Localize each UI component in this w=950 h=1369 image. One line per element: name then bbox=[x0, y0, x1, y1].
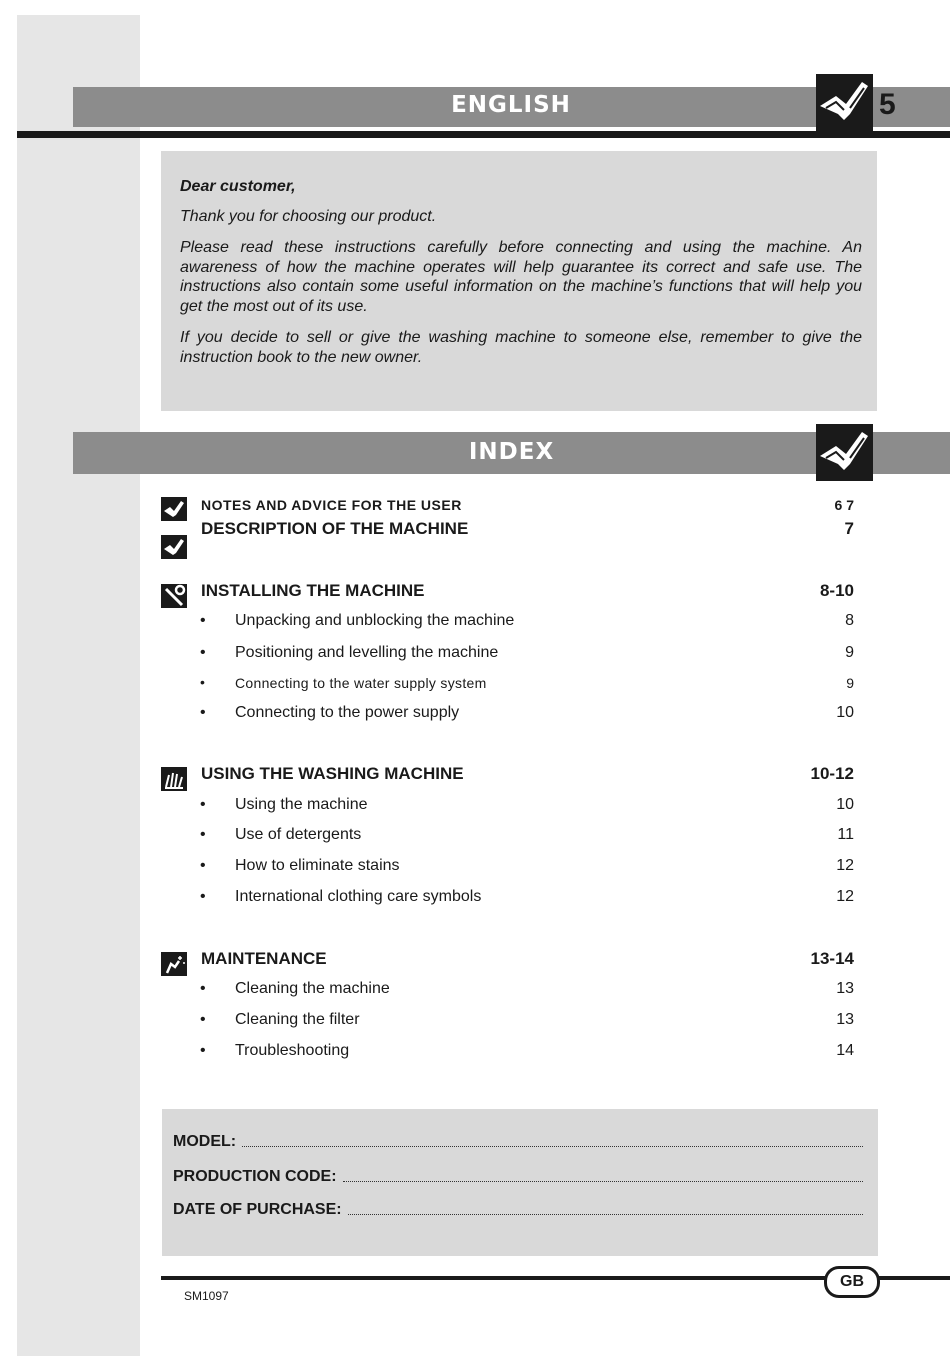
country-badge: GB bbox=[824, 1266, 880, 1298]
using-item-detergents-page: 11 bbox=[837, 826, 854, 843]
intro-thanks: Thank you for choosing our product. bbox=[180, 208, 437, 225]
using-section-pages: 10-12 bbox=[810, 764, 854, 783]
using-item-symbols-page: 12 bbox=[836, 888, 854, 905]
date-of-purchase-field[interactable] bbox=[173, 1201, 863, 1219]
list-bullet: • bbox=[200, 674, 205, 690]
using-section-icon bbox=[161, 767, 187, 791]
intro-box bbox=[161, 151, 877, 411]
installing-item-water[interactable]: Connecting to the water supply system bbox=[235, 675, 487, 691]
installing-section-pages: 8-10 bbox=[819, 581, 854, 600]
installing-item-unpacking[interactable]: Unpacking and unblocking the machine bbox=[235, 612, 515, 629]
production-code-label: PRODUCTION CODE: bbox=[173, 1168, 337, 1185]
production-code-field[interactable] bbox=[173, 1168, 863, 1186]
description-section-title[interactable]: DESCRIPTION OF THE MACHINE bbox=[201, 519, 469, 538]
installing-item-water-page: 9 bbox=[846, 675, 854, 691]
open-book-icon bbox=[816, 74, 873, 132]
maintenance-section-pages: 13-14 bbox=[810, 949, 854, 968]
model-line[interactable] bbox=[242, 1145, 863, 1147]
page-number: 5 bbox=[879, 88, 896, 121]
maintenance-item-troubleshooting[interactable]: Troubleshooting bbox=[235, 1042, 350, 1059]
maintenance-item-cleaning-machine-page: 13 bbox=[836, 980, 854, 997]
open-book-icon bbox=[816, 424, 873, 481]
wrench-icon bbox=[161, 584, 187, 608]
maintenance-item-cleaning-filter[interactable]: Cleaning the filter bbox=[235, 1011, 360, 1028]
notes-section-icon bbox=[161, 497, 187, 521]
list-bullet: • bbox=[200, 796, 206, 813]
list-bullet: • bbox=[200, 1042, 206, 1059]
maintenance-section-icon bbox=[161, 952, 187, 976]
installing-section-icon bbox=[161, 584, 187, 608]
header-rule bbox=[17, 131, 950, 138]
installing-section-title[interactable]: INSTALLING THE MACHINE bbox=[201, 581, 425, 600]
open-book-icon bbox=[161, 497, 187, 521]
list-bullet: • bbox=[200, 857, 206, 874]
using-item-stains-page: 12 bbox=[836, 857, 854, 874]
list-bullet: • bbox=[200, 612, 206, 629]
using-item-machine-page: 10 bbox=[836, 796, 854, 813]
product-info-box bbox=[162, 1109, 878, 1256]
installing-item-unpacking-page: 8 bbox=[845, 612, 854, 629]
using-item-machine[interactable]: Using the machine bbox=[235, 796, 368, 813]
notes-section-title[interactable]: NOTES AND ADVICE FOR THE USER bbox=[201, 497, 462, 513]
installing-item-positioning-page: 9 bbox=[845, 644, 854, 661]
description-section-icon bbox=[161, 535, 187, 559]
index-book-box bbox=[816, 424, 873, 481]
open-book-icon bbox=[161, 535, 187, 559]
document-code: SM1097 bbox=[184, 1289, 229, 1303]
list-bullet: • bbox=[200, 644, 206, 661]
notes-section-pages: 6 7 bbox=[834, 497, 854, 513]
header-book-box bbox=[816, 74, 873, 132]
list-bullet: • bbox=[200, 888, 206, 905]
installing-item-positioning[interactable]: Positioning and levelling the machine bbox=[235, 644, 499, 661]
using-item-symbols[interactable]: International clothing care symbols bbox=[235, 888, 482, 905]
production-code-line[interactable] bbox=[343, 1180, 863, 1182]
language-title: ENGLISH bbox=[451, 92, 571, 118]
maintenance-item-troubleshooting-page: 14 bbox=[836, 1042, 854, 1059]
maintenance-item-cleaning-machine[interactable]: Cleaning the machine bbox=[235, 980, 390, 997]
hand-icon bbox=[161, 767, 187, 791]
list-bullet: • bbox=[200, 826, 206, 843]
list-bullet: • bbox=[200, 704, 206, 721]
using-section-title[interactable]: USING THE WASHING MACHINE bbox=[201, 764, 464, 783]
date-of-purchase-label: DATE OF PURCHASE: bbox=[173, 1201, 342, 1218]
list-bullet: • bbox=[200, 1011, 206, 1028]
side-strip bbox=[17, 15, 140, 1356]
model-label: MODEL: bbox=[173, 1133, 237, 1150]
using-item-detergents[interactable]: Use of detergents bbox=[235, 826, 362, 843]
intro-instructions: Please read these instructions carefully before connecting and using the machine. An awareness of how the machine operates will help guarantee its correct and safe use. The instructions also contain some useful information on the machine’s functions that will help you get the most out of its use. bbox=[180, 239, 862, 315]
intro-greeting: Dear customer, bbox=[180, 178, 296, 195]
maintenance-section-title[interactable]: MAINTENANCE bbox=[201, 949, 327, 968]
maintenance-item-cleaning-filter-page: 13 bbox=[836, 1011, 854, 1028]
installing-item-power[interactable]: Connecting to the power supply bbox=[235, 704, 460, 721]
description-section-pages: 7 bbox=[844, 519, 854, 538]
model-field[interactable] bbox=[173, 1133, 863, 1151]
list-bullet: • bbox=[200, 980, 206, 997]
intro-resale: If you decide to sell or give the washing machine to someone else, remember to give the instruction book to the new owner. bbox=[180, 329, 862, 366]
installing-item-power-page: 10 bbox=[836, 704, 854, 721]
date-of-purchase-line[interactable] bbox=[348, 1213, 863, 1215]
index-band-extension bbox=[873, 432, 950, 474]
using-item-stains[interactable]: How to eliminate stains bbox=[235, 857, 400, 874]
sparkle-hand-icon bbox=[161, 952, 187, 976]
index-title: INDEX bbox=[468, 439, 555, 465]
